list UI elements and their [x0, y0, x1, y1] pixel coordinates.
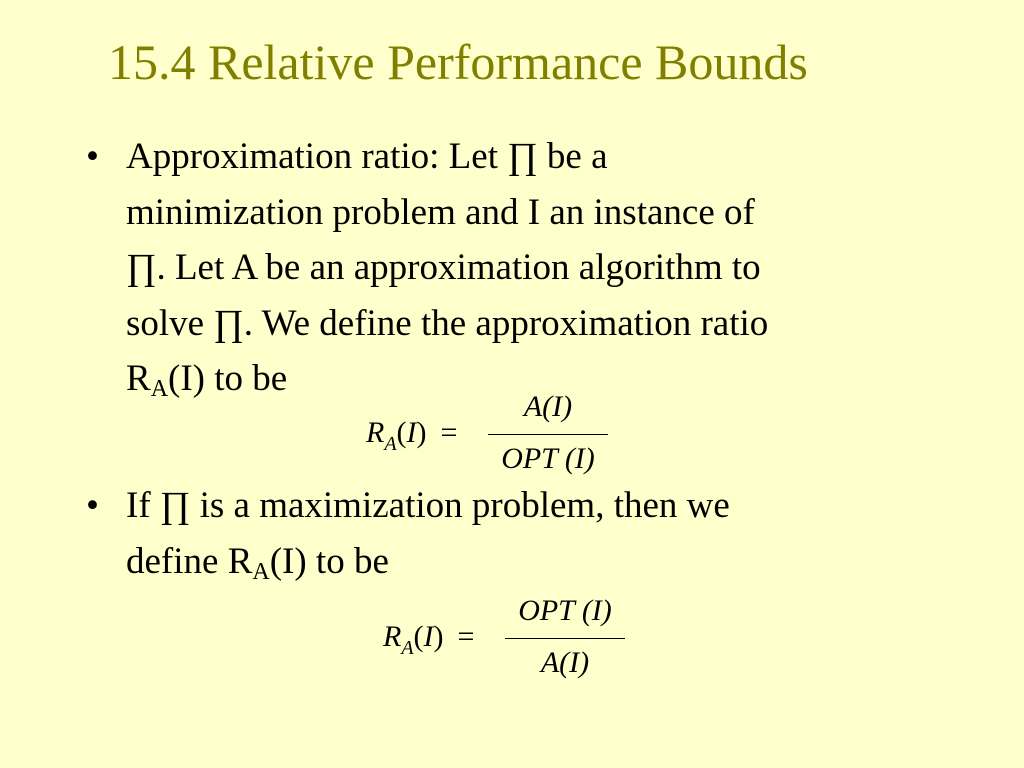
bullet-line: minimization problem and I an instance of [126, 191, 755, 233]
fraction-bar [488, 434, 608, 435]
formula-r: R [366, 416, 385, 449]
bullet-line: solve ∏. We define the approximation ratio [126, 302, 769, 344]
ratio-subscript: A [150, 376, 169, 402]
bullet-line: If ∏ is a maximization problem, then we [126, 485, 730, 526]
formula-maximization-ratio [383, 594, 633, 684]
bullet-marker: • [86, 485, 99, 526]
bullet-line-ratio [126, 534, 926, 590]
formula-arg: I [423, 620, 434, 653]
bullet-text [126, 129, 926, 407]
ratio-suffix: (I) to be [269, 540, 389, 582]
formula-fraction [505, 594, 625, 684]
fraction-bar [505, 638, 625, 639]
formula-fraction [488, 390, 608, 480]
formula-minimization-ratio [366, 390, 616, 480]
bullet-marker: • [86, 136, 99, 177]
formula-lhs [383, 620, 475, 659]
formula-equals: = [457, 620, 475, 653]
bullet-text [126, 478, 926, 589]
bullet-line: Approximation ratio: Let ∏ be a [126, 136, 608, 177]
formula-numerator: A(I) [523, 390, 573, 423]
formula-lhs [366, 416, 458, 455]
formula-r: R [383, 620, 402, 653]
ratio-prefix: define R [126, 540, 253, 582]
formula-denominator: A(I) [540, 646, 590, 679]
ratio-subscript: A [252, 558, 270, 585]
formula-paren-open: ( [413, 620, 424, 653]
bullet-line: ∏. Let A be an approximation algorithm to [126, 247, 761, 288]
slide-title: 15.4 Relative Performance Bounds [108, 34, 808, 90]
formula-equals: = [440, 416, 458, 449]
formula-paren-close: ) [433, 620, 444, 653]
formula-paren-open: ( [396, 416, 407, 449]
formula-numerator: OPT (I) [518, 594, 612, 627]
ratio-suffix: (I) to be [168, 358, 288, 399]
formula-denominator: OPT (I) [501, 442, 595, 475]
formula-subscript: A [384, 433, 397, 455]
ratio-symbol: R [126, 358, 151, 399]
formula-paren-close: ) [416, 416, 427, 449]
formula-arg: I [406, 416, 417, 449]
formula-subscript: A [401, 637, 414, 659]
